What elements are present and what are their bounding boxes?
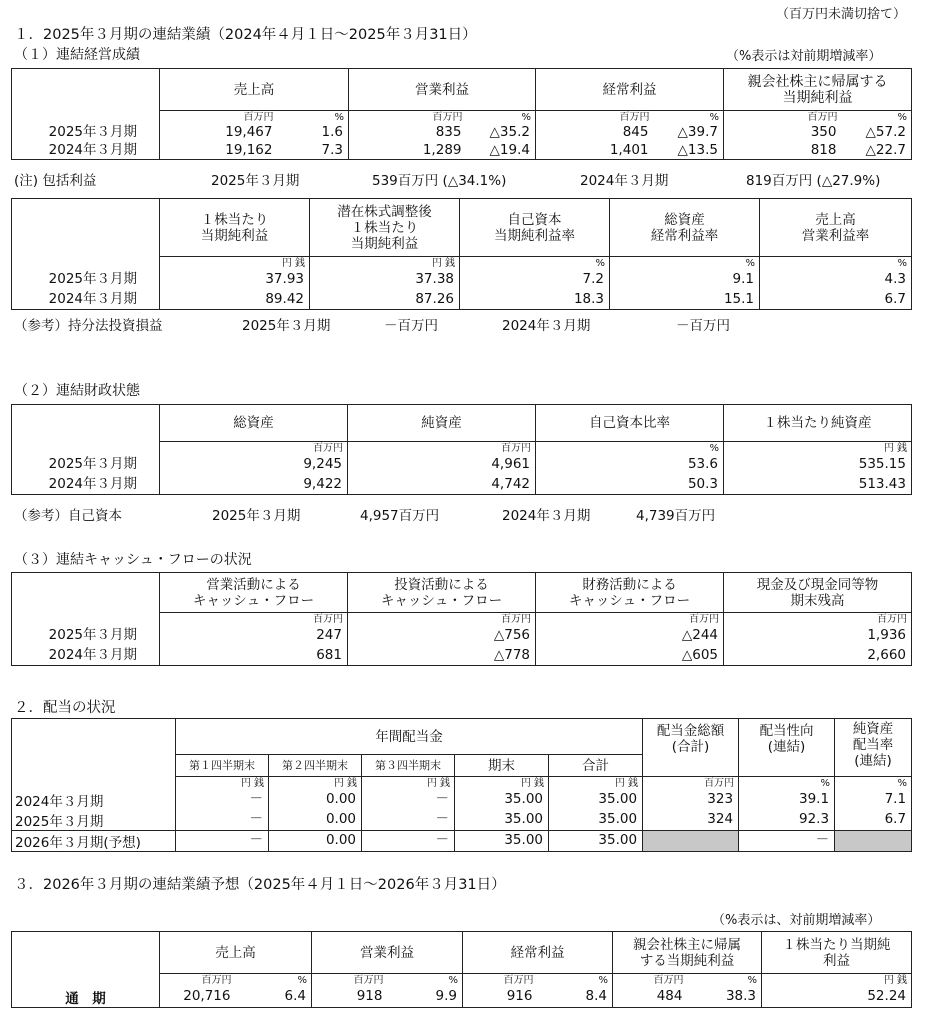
unit: % <box>460 257 610 270</box>
header-net-income: 親会社株主に帰属する 当期純利益 <box>724 69 912 111</box>
cell-shaded <box>835 830 912 851</box>
cell: △39.7 <box>654 124 724 142</box>
cell: 6.4 <box>236 987 312 1008</box>
cell: 324 <box>643 810 739 831</box>
section3-title: ３．2026年３月期の連結業績予想（2025年４月１日～2026年３月31日） <box>14 877 506 893</box>
header-total: 合計 <box>549 755 643 777</box>
cell: 535.15 <box>724 455 912 475</box>
footnote-value: 4,957百万円 <box>360 508 440 524</box>
cell: 37.38 <box>310 270 460 290</box>
table-row <box>12 142 912 160</box>
row-label: 2025年３月期 <box>12 270 160 290</box>
ratios-table <box>11 198 912 310</box>
row-label: 2024年３月期 <box>12 475 160 495</box>
cell: 0.00 <box>269 790 362 810</box>
header-roe: 自己資本 当期純利益率 <box>460 199 610 257</box>
unit: 円 銭 <box>269 777 362 790</box>
unit: 百万円 <box>643 777 739 790</box>
header-equity-ratio: 自己資本比率 <box>536 405 724 442</box>
unit: 円 銭 <box>549 777 643 790</box>
unit: 円 銭 <box>160 257 310 270</box>
row-label: 通 期 <box>12 987 160 1008</box>
cell: △244 <box>536 626 724 646</box>
cell: 835 <box>349 124 467 142</box>
cell: 323 <box>643 790 739 810</box>
header-ordinary-income: 経常利益 <box>536 69 724 111</box>
cell: 9,245 <box>160 455 348 475</box>
cell-shaded <box>643 830 739 851</box>
footnote-period: 2025年３月期 <box>242 318 331 334</box>
cell: 681 <box>160 646 348 666</box>
cell: 15.1 <box>610 290 760 310</box>
unit: 百万円 <box>348 442 536 455</box>
row-label: 2024年３月期 <box>12 290 160 310</box>
cell: △35.2 <box>467 124 536 142</box>
header-operating-income: 営業利益 <box>312 932 463 974</box>
footnote-value: 819百万円 (△27.9%) <box>746 173 881 189</box>
cell: △605 <box>536 646 724 666</box>
forecast-table <box>11 931 912 1008</box>
unit: 円 銭 <box>310 257 460 270</box>
cell: 4.3 <box>760 270 912 290</box>
unit: % <box>739 777 835 790</box>
unit: % <box>467 111 536 124</box>
unit: 百万円 <box>160 974 236 987</box>
cell: △19.4 <box>467 142 536 160</box>
section1-title: １．2025年３月期の連結業績（2024年４月１日～2025年３月31日） <box>14 27 477 43</box>
header-cash-balance: 現金及び現金同等物 期末残高 <box>724 573 912 613</box>
unit: % <box>835 777 912 790</box>
unit: 百万円 <box>348 613 536 626</box>
header-operating-cf: 営業活動による キャッシュ・フロー <box>160 573 348 613</box>
section2-title: ２．配当の状況 <box>14 700 116 716</box>
equity-method-label: （参考）持分法投資損益 <box>14 318 163 334</box>
header-eps: １株当たり当期純 利益 <box>762 932 912 974</box>
header-operating-income: 営業利益 <box>349 69 536 111</box>
footnote-period: 2025年３月期 <box>211 173 300 189</box>
footnote-period: 2024年３月期 <box>502 508 591 524</box>
cell: 19,162 <box>160 142 278 160</box>
row-label: 2025年３月期 <box>12 124 160 142</box>
cell: 6.7 <box>760 290 912 310</box>
section1-2-title: （２）連結財政状態 <box>14 383 140 399</box>
unit: % <box>388 974 463 987</box>
section3-note: （%表示は、対前期増減率） <box>712 913 881 928</box>
footnote-period: 2025年３月期 <box>212 508 301 524</box>
cell: 9.1 <box>610 270 760 290</box>
table-row <box>12 455 912 475</box>
table-row-forecast <box>12 830 912 851</box>
header-q2: 第２四半期末 <box>269 755 362 777</box>
unit: 百万円 <box>536 613 724 626</box>
cell: 35.00 <box>549 830 643 851</box>
unit: 円 銭 <box>724 442 912 455</box>
footnote-value: －百万円 <box>384 318 438 334</box>
unit: 百万円 <box>463 974 538 987</box>
header-operating-margin: 売上高 営業利益率 <box>760 199 912 257</box>
cell: 818 <box>724 142 842 160</box>
header-net-income: 親会社株主に帰属 する当期純利益 <box>613 932 762 974</box>
cell: － <box>176 830 269 851</box>
cell: 39.1 <box>739 790 835 810</box>
table-row <box>12 810 912 831</box>
cell: － <box>362 830 455 851</box>
cell: － <box>362 790 455 810</box>
cell: 1,936 <box>724 626 912 646</box>
unit: 百万円 <box>160 442 348 455</box>
header-q3: 第３四半期末 <box>362 755 455 777</box>
row-label: 2024年３月期 <box>12 646 160 666</box>
table-row <box>12 646 912 666</box>
unit: 百万円 <box>160 613 348 626</box>
unit: % <box>688 974 762 987</box>
unit: % <box>842 111 912 124</box>
header-investing-cf: 投資活動による キャッシュ・フロー <box>348 573 536 613</box>
cell: 35.00 <box>549 810 643 831</box>
unit: 百万円 <box>536 111 654 124</box>
cell: 35.00 <box>455 810 549 831</box>
cell: 35.00 <box>455 830 549 851</box>
cell: △57.2 <box>842 124 912 142</box>
cell: － <box>362 810 455 831</box>
cell: 916 <box>463 987 538 1008</box>
cell: 1,289 <box>349 142 467 160</box>
header-diluted-eps: 潜在株式調整後 １株当たり 当期純利益 <box>310 199 460 257</box>
cash-flow-table <box>11 572 912 666</box>
header-year-end: 期末 <box>455 755 549 777</box>
row-label: 2025年３月期 <box>12 626 160 646</box>
row-label: 2026年３月期(予想) <box>12 830 176 851</box>
header-q1: 第１四半期末 <box>176 755 269 777</box>
unit: 円 銭 <box>176 777 269 790</box>
cell: － <box>176 790 269 810</box>
cell: 92.3 <box>739 810 835 831</box>
cell: 1,401 <box>536 142 654 160</box>
cell: 37.93 <box>160 270 310 290</box>
section1-1-title: （１）連結経営成績 <box>14 47 140 63</box>
cell: 52.24 <box>762 987 912 1008</box>
footnote-period: 2024年３月期 <box>502 318 591 334</box>
cell: 6.7 <box>835 810 912 831</box>
financial-position-table <box>11 404 912 495</box>
header-financing-cf: 財務活動による キャッシュ・フロー <box>536 573 724 613</box>
unit: % <box>760 257 912 270</box>
cell: 4,742 <box>348 475 536 495</box>
header-net-assets: 純資産 <box>348 405 536 442</box>
cell: 484 <box>613 987 688 1008</box>
table-row <box>12 290 912 310</box>
dividends-table <box>11 718 912 852</box>
unit: 百万円 <box>349 111 467 124</box>
rounding-note: （百万円未満切捨て） <box>776 7 907 22</box>
equity-ref-label: （参考）自己資本 <box>14 508 122 524</box>
header-payout-ratio: 配当性向 (連結) <box>739 719 835 777</box>
section1-1-note: （%表示は対前期増減率） <box>726 49 882 64</box>
cell: 19,467 <box>160 124 278 142</box>
header-total-dividends: 配当金総額 (合計) <box>643 719 739 777</box>
unit: % <box>610 257 760 270</box>
unit: % <box>654 111 724 124</box>
cell: 38.3 <box>688 987 762 1008</box>
cell: △13.5 <box>654 142 724 160</box>
cell: 53.6 <box>536 455 724 475</box>
cell: 87.26 <box>310 290 460 310</box>
cell: 918 <box>312 987 388 1008</box>
header-bps: １株当たり純資産 <box>724 405 912 442</box>
header-annual-dividends: 年間配当金 <box>176 719 643 755</box>
cell: △22.7 <box>842 142 912 160</box>
unit: % <box>536 442 724 455</box>
table-row <box>12 475 912 495</box>
comprehensive-income-label: (注) 包括利益 <box>14 173 97 189</box>
cell: △778 <box>348 646 536 666</box>
unit: 百万円 <box>724 111 842 124</box>
operating-results-table <box>11 68 912 160</box>
footnote-period: 2024年３月期 <box>580 173 669 189</box>
unit: % <box>278 111 349 124</box>
row-label: 2025年３月期 <box>12 455 160 475</box>
cell: 7.3 <box>278 142 349 160</box>
cell: △756 <box>348 626 536 646</box>
table-row <box>12 790 912 810</box>
cell: 350 <box>724 124 842 142</box>
cell: － <box>176 810 269 831</box>
header-sales: 売上高 <box>160 69 349 111</box>
cell: － <box>739 830 835 851</box>
header-eps: １株当たり 当期純利益 <box>160 199 310 257</box>
section1-3-title: （３）連結キャッシュ・フローの状況 <box>14 552 252 568</box>
cell: 89.42 <box>160 290 310 310</box>
cell: 50.3 <box>536 475 724 495</box>
cell: 0.00 <box>269 810 362 831</box>
unit: % <box>538 974 613 987</box>
cell: 18.3 <box>460 290 610 310</box>
unit: 百万円 <box>724 613 912 626</box>
table-row <box>12 987 912 1008</box>
cell: 2,660 <box>724 646 912 666</box>
footnote-value: 4,739百万円 <box>636 508 716 524</box>
row-label: 2025年３月期 <box>12 810 176 831</box>
unit: 円 銭 <box>455 777 549 790</box>
header-sales: 売上高 <box>160 932 312 974</box>
table-row <box>12 124 912 142</box>
row-label: 2024年３月期 <box>12 142 160 160</box>
cell: 247 <box>160 626 348 646</box>
cell: 4,961 <box>348 455 536 475</box>
cell: 35.00 <box>455 790 549 810</box>
cell: 7.1 <box>835 790 912 810</box>
footnote-value: －百万円 <box>676 318 730 334</box>
cell: 7.2 <box>460 270 610 290</box>
header-ordinary-income: 経常利益 <box>463 932 613 974</box>
cell: 0.00 <box>269 830 362 851</box>
header-doe: 純資産 配当率 (連結) <box>835 719 912 777</box>
table-row <box>12 270 912 290</box>
footnote-value: 539百万円 (△34.1%) <box>372 173 507 189</box>
cell: 845 <box>536 124 654 142</box>
cell: 8.4 <box>538 987 613 1008</box>
header-blank <box>12 69 160 111</box>
unit: 百万円 <box>160 111 278 124</box>
cell: 9.9 <box>388 987 463 1008</box>
cell: 1.6 <box>278 124 349 142</box>
row-label: 2024年３月期 <box>12 790 176 810</box>
unit: % <box>236 974 312 987</box>
unit: 百万円 <box>312 974 388 987</box>
cell: 513.43 <box>724 475 912 495</box>
header-roa: 総資産 経常利益率 <box>610 199 760 257</box>
table-row <box>12 626 912 646</box>
cell: 9,422 <box>160 475 348 495</box>
unit: 円 銭 <box>762 974 912 987</box>
header-total-assets: 総資産 <box>160 405 348 442</box>
cell: 35.00 <box>549 790 643 810</box>
unit: 円 銭 <box>362 777 455 790</box>
cell: 20,716 <box>160 987 236 1008</box>
unit: 百万円 <box>613 974 688 987</box>
